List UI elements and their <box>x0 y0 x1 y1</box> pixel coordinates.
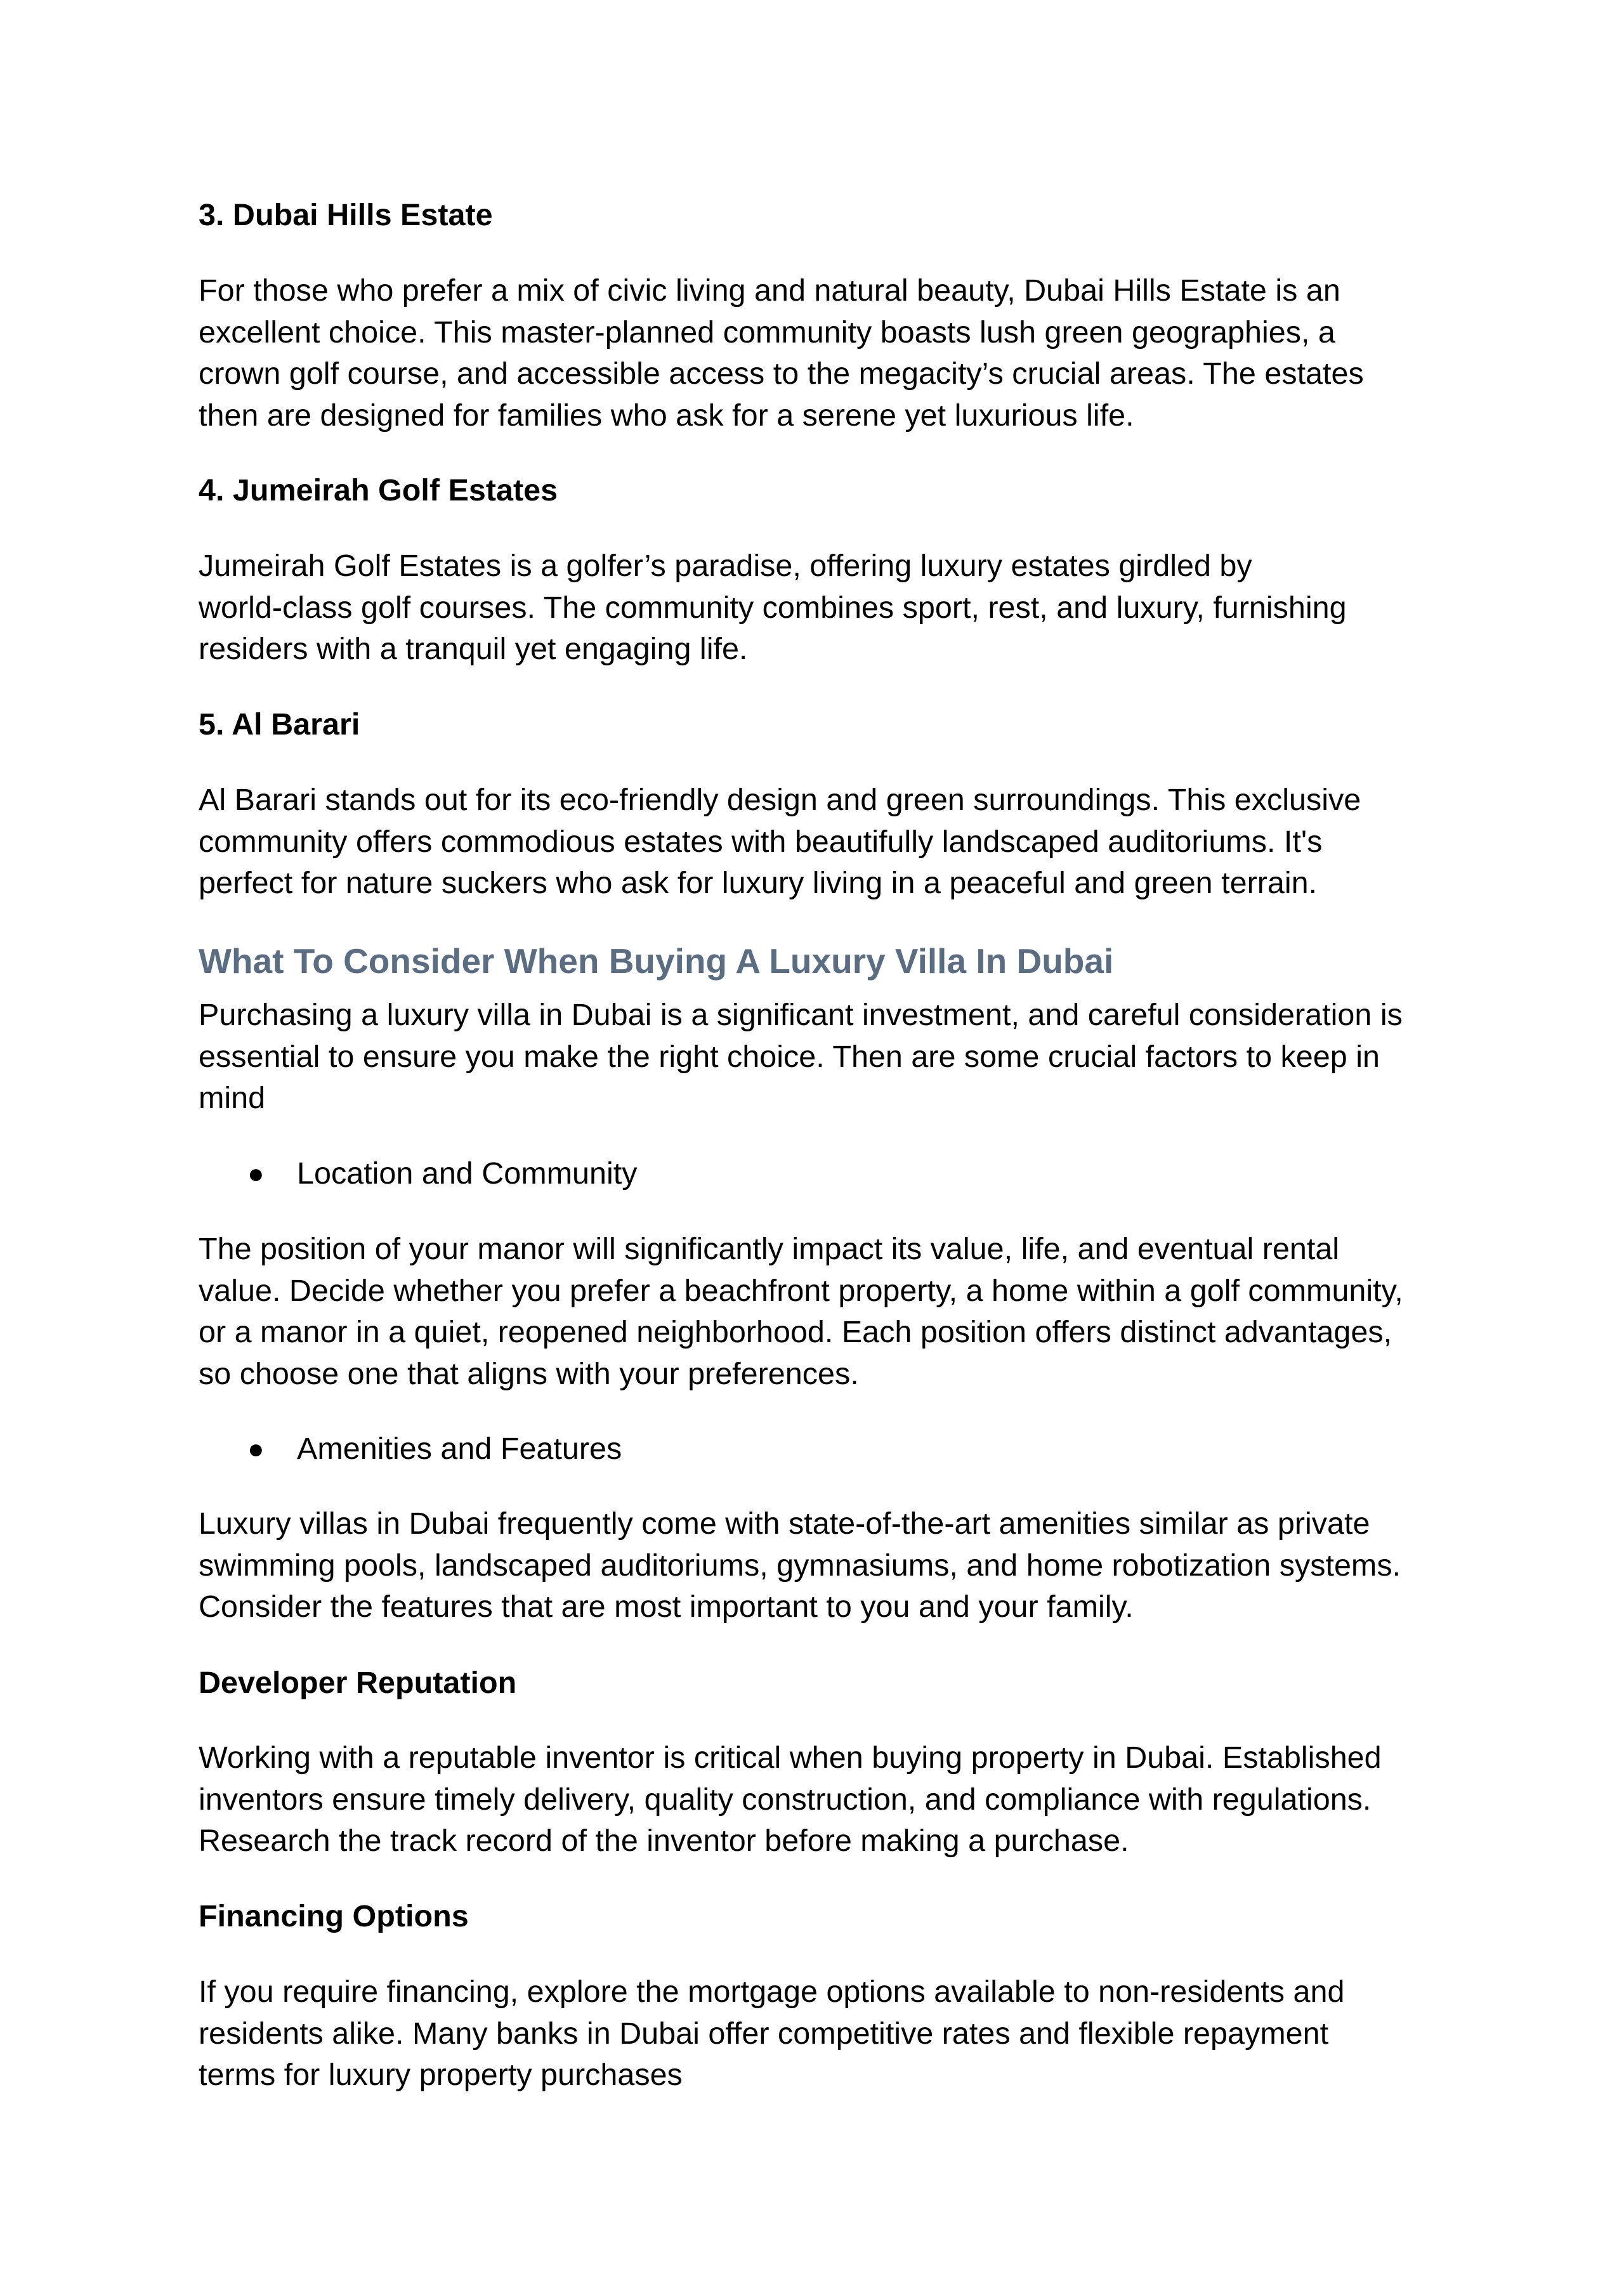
paragraph-location <box>199 1229 1461 1395</box>
heading-jumeirah-golf-estates: 4. Jumeirah Golf Estates <box>199 473 558 507</box>
paragraph-line: crown golf course, and accessible access to the megacity’s crucial areas. The estates <box>199 356 1364 391</box>
bullet-icon: ● <box>247 1434 265 1465</box>
paragraph-line: Working with a reputable inventor is critical when buying property in Dubai. Established <box>199 1741 1382 1775</box>
paragraph-financing-options <box>199 1971 1461 2096</box>
paragraph-line: community offers commodious estates with beautifully landscaped auditoriums. It's <box>199 824 1323 859</box>
paragraph-line: The position of your manor will significantly impact its value, life, and eventual rental <box>199 1232 1340 1266</box>
paragraph-line: terms for luxury property purchases <box>199 2058 683 2093</box>
bullet-label: Amenities and Features <box>297 1432 622 1466</box>
paragraph-line: Al Barari stands out for its eco-friendly design and green surroundings. This exclusive <box>199 783 1361 817</box>
paragraph-line: perfect for nature suckers who ask for luxury living in a peaceful and green terrain. <box>199 866 1318 901</box>
paragraph-line: excellent choice. This master-planned community boasts lush green geographies, a <box>199 315 1335 350</box>
paragraph-line: essential to ensure you make the right choice. Then are some crucial factors to keep in <box>199 1039 1380 1074</box>
paragraph-line: value. Decide whether you prefer a beachfront property, a home within a golf community, <box>199 1273 1403 1308</box>
paragraph-line: Luxury villas in Dubai frequently come with state-of-the-art amenities similar as private <box>199 1506 1370 1541</box>
paragraph-line: Consider the features that are most important to you and your family. <box>199 1590 1134 1624</box>
heading-financing-options: Financing Options <box>199 1899 469 1933</box>
heading-developer-reputation: Developer Reputation <box>199 1666 517 1700</box>
paragraph-jumeirah-golf-estates <box>199 545 1461 670</box>
paragraph-line: then are designed for families who ask for a serene yet luxurious life. <box>199 398 1134 433</box>
paragraph-line: For those who prefer a mix of civic living and natural beauty, Dubai Hills Estate is an <box>199 273 1340 308</box>
paragraph-line: or a manor in a quiet, reopened neighborhood. Each position offers distinct advantages, <box>199 1315 1392 1350</box>
section-heading-what-to-consider: What To Consider When Buying A Luxury Villa In Dubai <box>199 941 1114 981</box>
paragraph-developer-reputation <box>199 1737 1461 1862</box>
paragraph-consider-intro <box>199 995 1461 1120</box>
paragraph-line: mind <box>199 1081 266 1116</box>
heading-al-barari: 5. Al Barari <box>199 707 360 741</box>
paragraph-line: residers with a tranquil yet engaging life. <box>199 632 748 667</box>
paragraph-line: so choose one that aligns with your preferences. <box>199 1356 859 1391</box>
heading-dubai-hills-estate: 3. Dubai Hills Estate <box>199 198 493 232</box>
paragraph-line: inventors ensure timely delivery, quality construction, and compliance with regulations. <box>199 1782 1372 1817</box>
paragraph-al-barari <box>199 780 1461 905</box>
paragraph-line: world-class golf courses. The community combines sport, rest, and luxury, furnishing <box>199 590 1347 625</box>
paragraph-line: residents alike. Many banks in Dubai offer competitive rates and flexible repayment <box>199 2016 1329 2051</box>
paragraph-line: If you require financing, explore the mortgage options available to non-residents and <box>199 1975 1345 2009</box>
paragraph-amenities <box>199 1503 1461 1628</box>
paragraph-line: Research the track record of the inventor before making a purchase. <box>199 1824 1129 1859</box>
paragraph-line: swimming pools, landscaped auditoriums, gymnasiums, and home robotization systems. <box>199 1548 1401 1583</box>
paragraph-line: Jumeirah Golf Estates is a golfer’s paradise, offering luxury estates girdled by <box>199 549 1252 583</box>
paragraph-dubai-hills-estate <box>199 270 1461 436</box>
bullet-icon: ● <box>247 1158 265 1189</box>
bullet-label: Location and Community <box>297 1156 638 1191</box>
paragraph-line: Purchasing a luxury villa in Dubai is a significant investment, and careful consideration is <box>199 998 1403 1032</box>
